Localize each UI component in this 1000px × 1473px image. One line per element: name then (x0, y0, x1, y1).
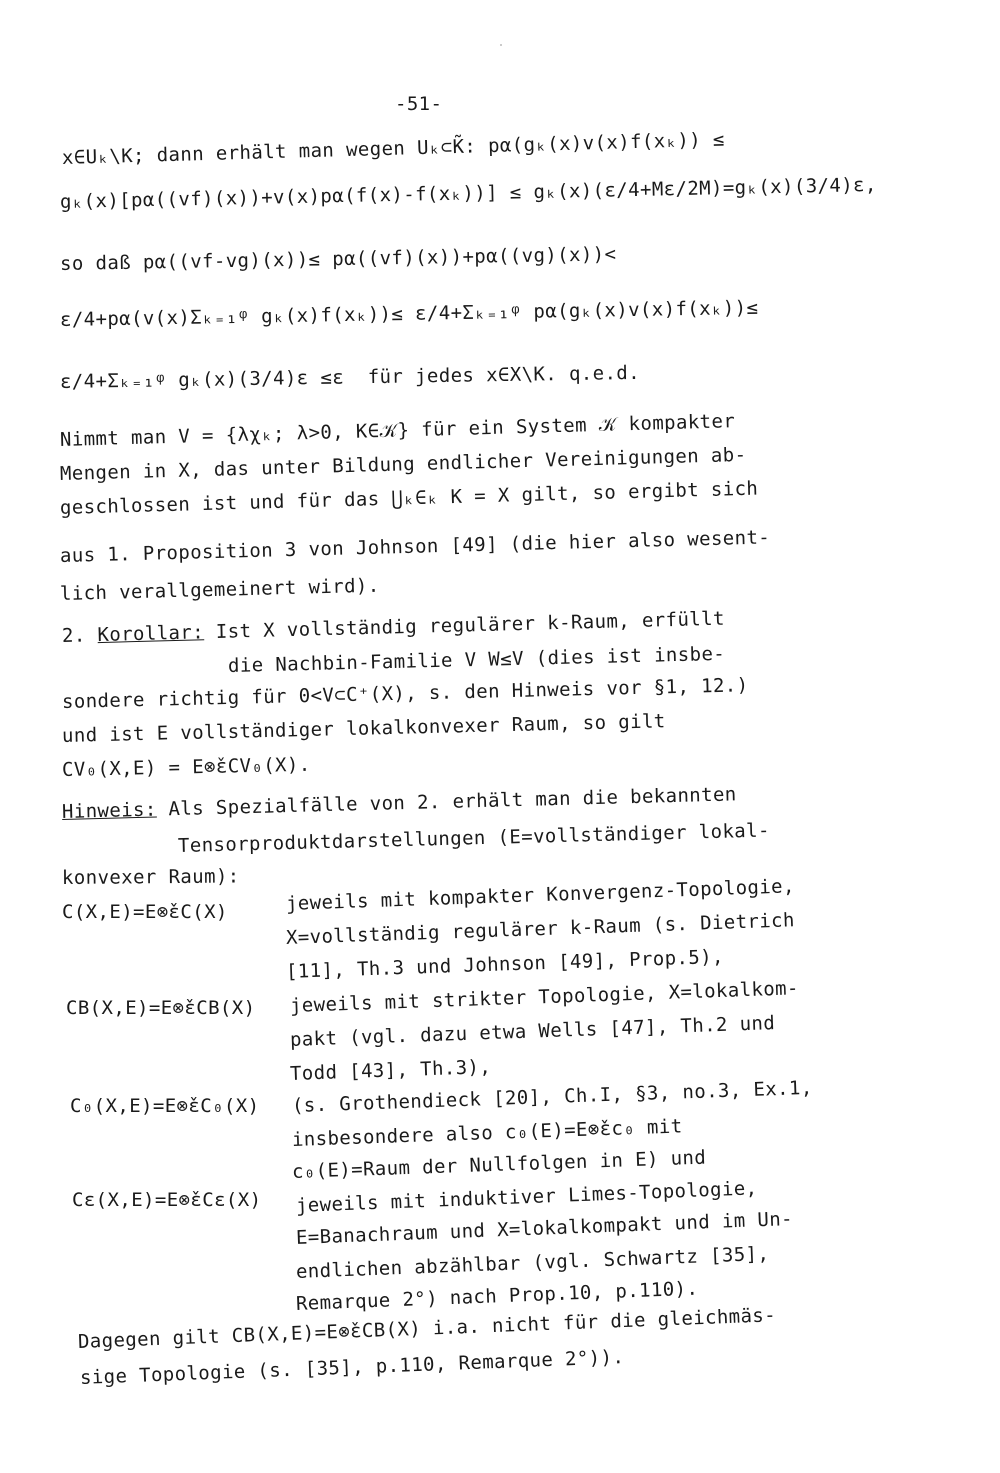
formula-c-desc-line-3: [11], Th.3 und Johnson [49], Prop.5), (285, 945, 725, 983)
formula-cb-x-e: CB(X,E)=E⊗̌εCB(X) (66, 997, 256, 1019)
korollar-line-4: und ist E vollständiger lokalkonvexer Raum, so gilt (61, 710, 666, 747)
closing-line-2: sige Topologie (s. [35], p.110, Remarque 2°)). (79, 1346, 625, 1389)
formula-cb-desc-line-1: jeweils mit strikter Topologie, X=lokalkom- (289, 977, 800, 1017)
hinweis-line-2: Tensorproduktdarstellungen (E=vollständiger lokal- (177, 819, 771, 857)
formula-c0-desc-line-3: c₀(E)=Raum der Nullfolgen in E) und (291, 1146, 707, 1183)
scan-speck (500, 44, 502, 46)
formula-cb-desc-line-3: Todd [43], Th.3), (289, 1055, 492, 1085)
hinweis-line-1-text: Als Spezialfälle von 2. erhält man die bekannten (156, 783, 737, 821)
formula-ce-desc-line-3: endlichen abzählbar (vgl. Schwartz [35], (295, 1242, 770, 1283)
hinweis-line-3: konvexer Raum): (61, 865, 240, 889)
formula-c-x-e: C(X,E)=E⊗̌εC(X) (62, 901, 228, 923)
korollar-label: Korollar: (97, 621, 205, 647)
formula-ce-x-e: Cε(X,E)=E⊗̌εCε(X) (72, 1189, 262, 1211)
korollar-line-1-text: Ist X vollständig regulärer k-Raum, erfüllt (203, 607, 726, 644)
formula-c0-x-e: C₀(X,E)=E⊗̌εC₀(X) (70, 1095, 260, 1117)
formula-c-desc-line-2: X=vollständig regulärer k-Raum (s. Dietrich (285, 909, 796, 949)
formula-ce-desc-line-1: jeweils mit induktiver Limes-Topologie, (295, 1177, 758, 1217)
paragraph-line-5: lich verallgemeinert wird). (59, 574, 380, 605)
korollar-line-3: sondere richtig für 0<V⊂C⁺(X), s. den Hinweis vor §1, 12.) (61, 674, 749, 713)
formula-c0-desc-line-2: insbesondere also c₀(E)=E⊗̌εc₀ mit (291, 1115, 683, 1151)
korollar-number: 2. (61, 624, 98, 647)
korollar-line-1 (62, 607, 725, 648)
formula-c-desc-line-1: jeweils mit kompakter Konvergenz-Topologie, (285, 875, 796, 915)
formula-ce-desc-line-4: Remarque 2°) nach Prop.10, p.110). (295, 1277, 699, 1315)
proof-line-2: gₖ(x)[pα((vf)(x))+v(x)pα(f(x)-f(xₖ))] ≤ gₖ(x)(ε/4+Mε/2M)=gₖ(x)(3/4)ε, (59, 173, 877, 213)
closing-line-1: Dagegen gilt CB(X,E)=E⊗̌εCB(X) i.a. nicht für die gleichmäs- (77, 1304, 777, 1353)
korollar-line-2: die Nachbin-Familie V W≤V (dies ist insbe- (227, 642, 726, 677)
proof-line-3: so daß pα((vf-vg)(x))≤ pα((vf)(x))+pα((vg)(x))< (59, 243, 617, 275)
formula-ce-desc-line-2: E=Banachraum und X=lokalkompakt und im Un- (295, 1207, 794, 1249)
hinweis-label: Hinweis: (61, 798, 157, 823)
proof-line-4: ε/4+pα(v(x)Σₖ₌₁ᵠ gₖ(x)f(xₖ))≤ ε/4+Σₖ₌₁ᵠ pα(gₖ(x)v(x)f(xₖ))≤ (59, 296, 759, 331)
paragraph-line-1: Nimmt man V = {λχₖ; λ>0, K∈𝒦} für ein System 𝒦 kompakter (59, 410, 736, 451)
hinweis-line-1 (62, 782, 737, 824)
proof-line-5: ε/4+Σₖ₌₁ᵠ gₖ(x)(3/4)ε ≤ε für jedes x∈X\K. q.e.d. (59, 361, 641, 393)
page-number: -51- (395, 93, 443, 115)
formula-cb-desc-line-2: pakt (vgl. dazu etwa Wells [47], Th.2 und (289, 1012, 776, 1051)
proof-line-1: x∈Uₖ\K; dann erhält man wegen Uₖ⊂K̃: pα(gₖ(x)v(x)f(xₖ)) ≤ (61, 128, 726, 169)
formula-c0-desc-line-1: (s. Grothendieck [20], Ch.I, §3, no.3, Ex.1, (291, 1076, 813, 1117)
korollar-line-5: CV₀(X,E) = E⊗̌εCV₀(X). (61, 753, 311, 781)
paragraph-line-4: aus 1. Proposition 3 von Johnson [49] (die hier also wesent- (59, 526, 771, 567)
paragraph-line-3: geschlossen ist und für das ⋃ₖ∈ₖ K = X gilt, so ergibt sich (59, 477, 759, 519)
paragraph-line-2: Mengen in X, das unter Bildung endlicher Vereinigungen ab- (59, 443, 747, 485)
